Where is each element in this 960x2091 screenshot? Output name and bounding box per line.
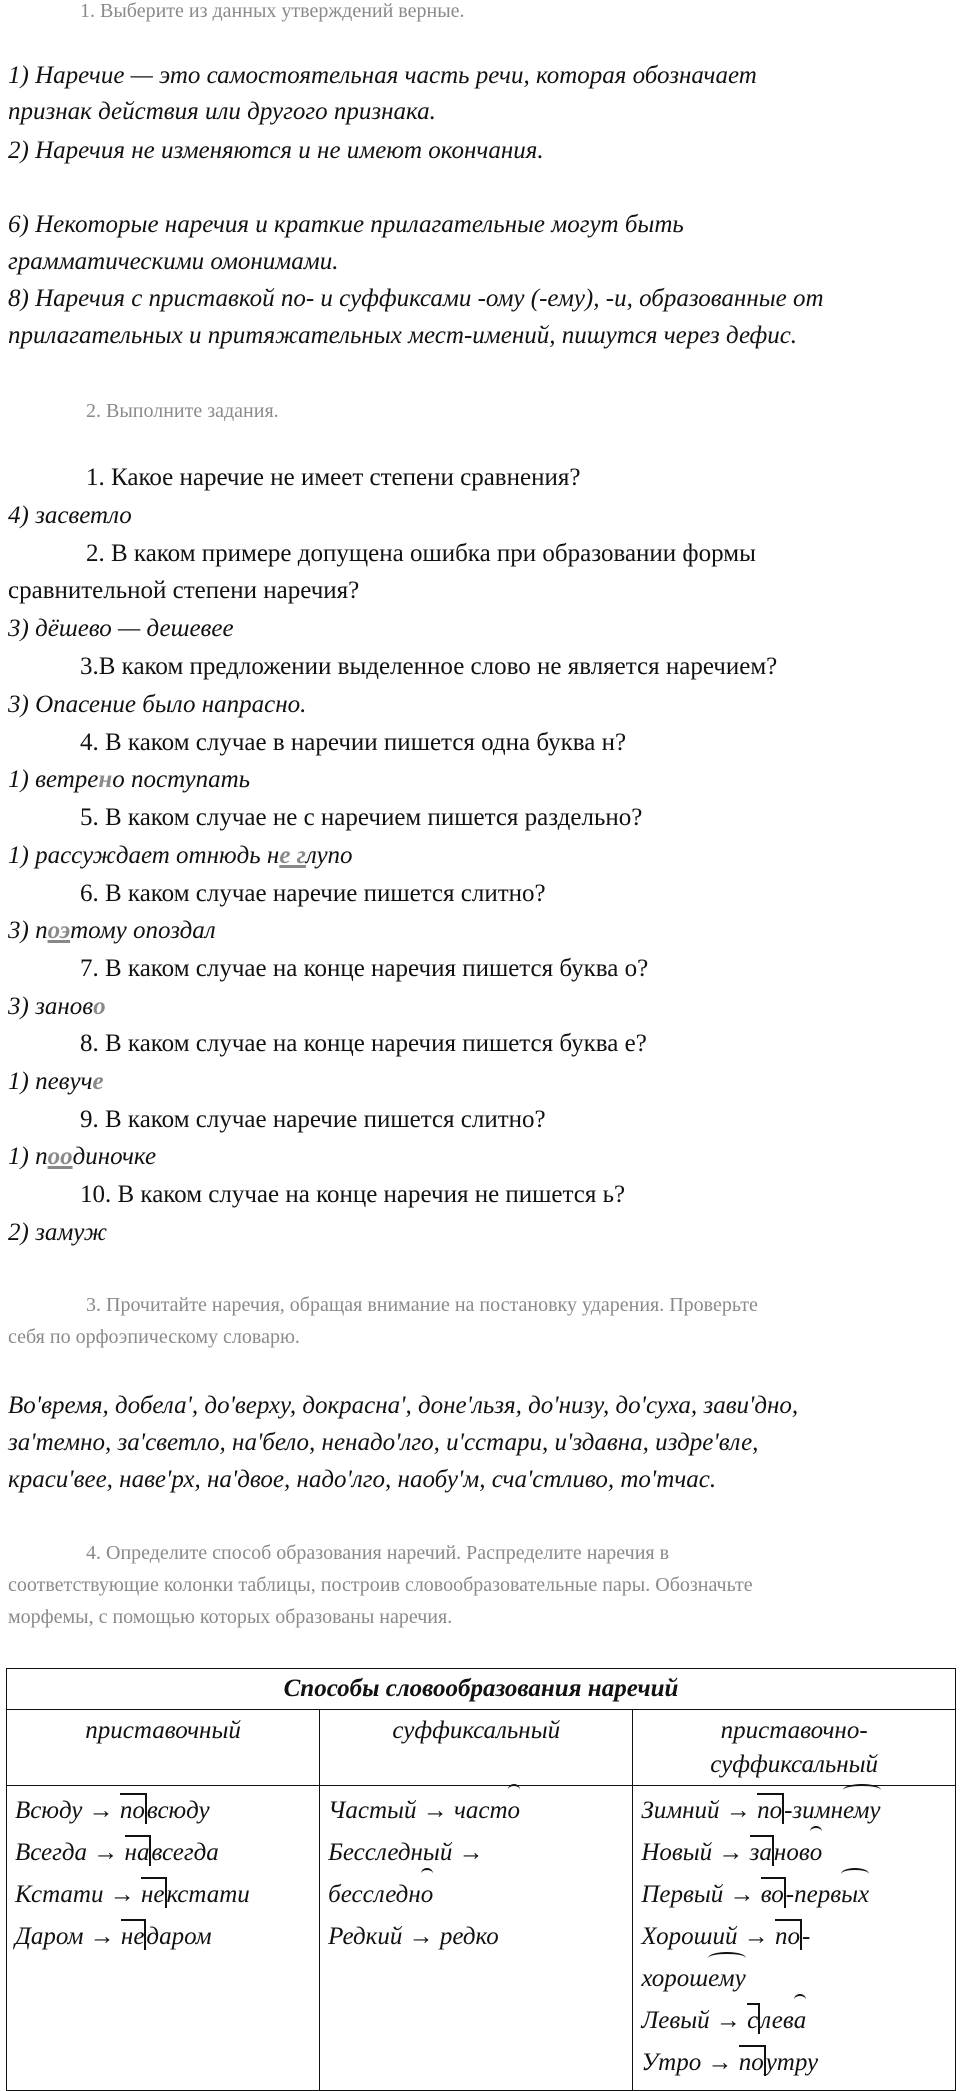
question: 3.В каком предложении выделенное слово не является наречием? (80, 653, 778, 680)
word-pair: Всюду → повсюду (15, 1790, 311, 1832)
question: 8. В каком случае на конце наречия пишется буква е? (80, 1030, 647, 1057)
task1-line: прилагательных и притяжательных мест-имений, пишутся через дефис. (8, 322, 798, 349)
question: сравнительной степени наречия? (8, 577, 360, 604)
word-pair: Утро → поутру (641, 2042, 947, 2084)
word-pair: Даром → недаром (15, 1916, 311, 1958)
question: 6. В каком случае наречие пишется слитно? (80, 880, 546, 907)
task1-line: признак действия или другого признака. (8, 98, 436, 125)
answer: 1) рассуждает отнюдь не глупо (8, 842, 353, 869)
task3-line: Во'время, добела', до'верху, докрасна', доне'льзя, до'низу, до'суха, зави'дно, (8, 1392, 799, 1419)
answer: 1) поодиночке (8, 1143, 157, 1170)
table-caption: Способы словообразования наречий (7, 1669, 956, 1710)
word-pair-continued: хорошему (641, 1958, 947, 2000)
task3-heading: 3. Прочитайте наречия, обращая внимание на постановку ударения. Проверьте (86, 1294, 758, 1316)
answer: 1) певуче (8, 1068, 104, 1095)
task2-heading: 2. Выполните задания. (86, 400, 279, 422)
word-pair: Первый → во-первых (641, 1874, 947, 1916)
question: 7. В каком случае на конце наречия пишется буква о? (80, 955, 649, 982)
question: 1. Какое наречие не имеет степени сравнения? (86, 464, 581, 491)
task1-line: 2) Наречия не изменяются и не имеют окончания. (8, 137, 544, 164)
column-header-prefix-suffix: приставочно- суффиксальный (633, 1710, 956, 1786)
word-pair: Зимний → по-зимнему (641, 1790, 947, 1832)
question: 10. В каком случае на конце наречия не пишется ь? (80, 1181, 626, 1208)
task4-heading: соответствующие колонки таблицы, построив словообразовательные пары. Обозначьте (8, 1574, 753, 1596)
task1-line: грамматическими омонимами. (8, 248, 339, 275)
word-pair: Левый → слева (641, 2000, 947, 2042)
task1-line: 8) Наречия с приставкой по- и суффиксами -ому (-ему), -и, образованные от (8, 285, 824, 312)
answer: 3) Опасение было напрасно. (8, 691, 307, 718)
answer: 2) замуж (8, 1219, 108, 1246)
task3-line: за'темно, за'светло, на'бело, ненадо'лго, и'сстари, и'здавна, издре'вле, (8, 1429, 759, 1456)
word-pair: Редкий → редко (328, 1923, 499, 1950)
question: 5. В каком случае не с наречием пишется раздельно? (80, 804, 643, 831)
word-pair: Бесследный → (328, 1839, 484, 1866)
answer: 1) ветрено поступать (8, 766, 251, 793)
task4-heading: 4. Определите способ образования наречий. Распределите наречия в (86, 1542, 670, 1564)
task1-line: 6) Некоторые наречия и краткие прилагательные могут быть (8, 211, 684, 238)
task1-line: 1) Наречие — это самостоятельная часть речи, которая обозначает (8, 62, 757, 89)
question: 9. В каком случае наречие пишется слитно? (80, 1106, 546, 1133)
word-pair-continued: бесследно (328, 1874, 624, 1916)
question: 2. В каком примере допущена ошибка при образовании формы (86, 540, 756, 567)
question: 4. В каком случае в наречии пишется одна буква н? (80, 729, 627, 756)
column-prefix-cell (7, 1786, 320, 2091)
column-header-prefix: приставочный (7, 1710, 320, 1786)
column-header-suffix: суффиксальный (320, 1710, 633, 1786)
answer: 4) засветло (8, 502, 132, 529)
word-pair: Частый → часто (328, 1790, 624, 1832)
task3-line: краси'вее, наве'рх, на'двое, надо'лго, наобу'м, сча'стливо, то'тчас. (8, 1466, 717, 1493)
task1-heading: 1. Выберите из данных утверждений верные. (80, 0, 465, 22)
answer: 3) дёшево — дешевее (8, 615, 234, 642)
column-prefix-suffix-cell (633, 1786, 956, 2091)
answer: 3) поэтому опоздал (8, 917, 216, 944)
word-pair: Всегда → навсегда (15, 1832, 311, 1874)
column-suffix-cell (320, 1786, 633, 2091)
task3-heading: себя по орфоэпическому словарю. (8, 1326, 300, 1348)
word-pair: Новый → заново (641, 1832, 947, 1874)
task4-heading: морфемы, с помощью которых образованы наречия. (8, 1606, 453, 1628)
word-pair: Кстати → некстати (15, 1874, 311, 1916)
word-formation-table (6, 1668, 956, 2091)
answer: 3) заново (8, 993, 106, 1020)
word-pair: Хороший → по- (641, 1916, 947, 1958)
